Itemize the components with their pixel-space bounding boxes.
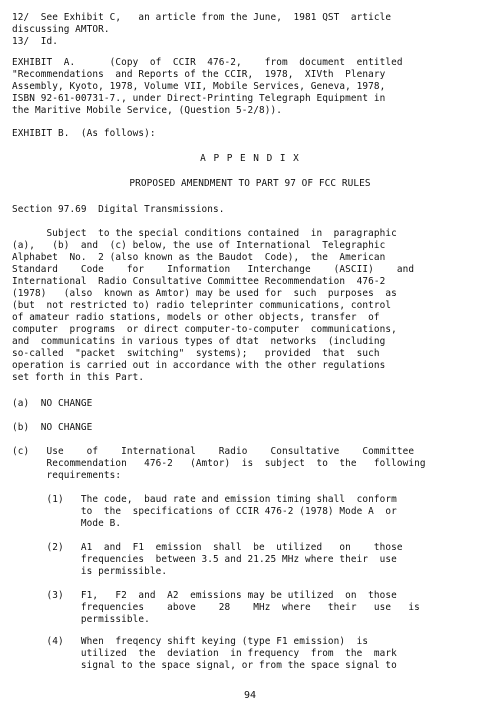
body-paragraph-line: (1978) (also known as Amtor) may be used for such purposes as xyxy=(12,288,397,299)
paragraph-b: (b) NO CHANGE xyxy=(12,422,93,433)
paragraph-c-line: Recommendation 476-2 (Amtor) is subject to the following xyxy=(12,458,426,469)
item-3-line: permissible. xyxy=(12,614,150,625)
exhibit-a-line: Assembly, Kyoto, 1978, Volume VII, Mobile Services, Geneva, 1978, xyxy=(12,81,386,92)
section-heading: Section 97.69 Digital Transmissions. xyxy=(12,204,225,215)
exhibit-a-line: EXHIBIT A. (Copy of CCIR 476-2, from document entitled xyxy=(12,57,403,68)
body-paragraph-line: computer programs or direct computer-to-computer communications, xyxy=(12,324,397,335)
body-paragraph-line: and communicatins in various types of dtat networks (including xyxy=(12,336,386,347)
appendix-title: A P P E N D I X xyxy=(200,153,300,164)
paragraph-a: (a) NO CHANGE xyxy=(12,398,93,409)
body-paragraph-line: Subject to the special conditions contained in paragraphic xyxy=(12,228,397,239)
exhibit-a-line: ISBN 92-61-00731-7., under Direct-Printing Telegraph Equipment in xyxy=(12,93,386,104)
amendment-title: PROPOSED AMENDMENT TO PART 97 OF FCC RULES xyxy=(129,178,371,189)
body-paragraph-line: Standard Code for Information Interchange (ASCII) and xyxy=(12,264,415,275)
paragraph-c-line: (c) Use of International Radio Consultative Committee xyxy=(12,446,415,457)
item-2-line: frequencies between 3.5 and 21.25 MHz where their use xyxy=(12,554,397,565)
body-paragraph-line: (but not restricted to) radio teleprinter communications, control xyxy=(12,300,392,311)
body-paragraph-line: (a), (b) and (c) below, the use of International Telegraphic xyxy=(12,240,386,251)
paragraph-c-line: requirements: xyxy=(12,470,122,481)
body-paragraph-line: of amateur radio stations, models or other objects, transfer of xyxy=(12,312,380,323)
item-3-line: (3) F1, F2 and A2 emissions may be utilized on those xyxy=(12,590,397,601)
item-1-line: (1) The code, baud rate and emission timing shall conform xyxy=(12,494,397,505)
exhibit-a-line: "Recommendations and Reports of the CCIR, 1978, XIVth Plenary xyxy=(12,69,386,80)
body-paragraph-line: operation is carried out in accordance with the other regulations xyxy=(12,360,386,371)
footnote-12: 12/ See Exhibit C, an article from the June, 1981 QST article xyxy=(12,12,392,23)
item-4-line: (4) When freqency shift keying (type F1 emission) is xyxy=(12,636,369,647)
body-paragraph-line: set forth in this Part. xyxy=(12,372,145,383)
item-2-line: is permissible. xyxy=(12,566,168,577)
page-number: 94 xyxy=(243,690,257,701)
footnote-13: 13/ Id. xyxy=(12,36,58,47)
item-4-line: signal to the space signal, or from the space signal to xyxy=(12,660,397,671)
body-paragraph-line: Alphabet No. 2 (also known as the Baudot Code), the American xyxy=(12,252,386,263)
item-4-line: utilized the deviation in frequency from the mark xyxy=(12,648,397,659)
exhibit-a-line: the Maritive Mobile Service, (Question 5-2/8)). xyxy=(12,105,282,116)
body-paragraph-line: International Radio Consultative Committee Recommendation 476-2 xyxy=(12,276,386,287)
item-3-line: frequencies above 28 MHz where their use is xyxy=(12,602,420,613)
item-1-line: to the specifications of CCIR 476-2 (1978) Mode A or xyxy=(12,506,397,517)
exhibit-b-heading: EXHIBIT B. (As follows): xyxy=(12,128,156,139)
body-paragraph-line: so-called "packet switching" systems); provided that such xyxy=(12,348,380,359)
footnote-12-cont: discussing AMTOR. xyxy=(12,24,110,35)
item-2-line: (2) A1 and F1 emission shall be utilized on those xyxy=(12,542,403,553)
item-1-line: Mode B. xyxy=(12,518,122,529)
